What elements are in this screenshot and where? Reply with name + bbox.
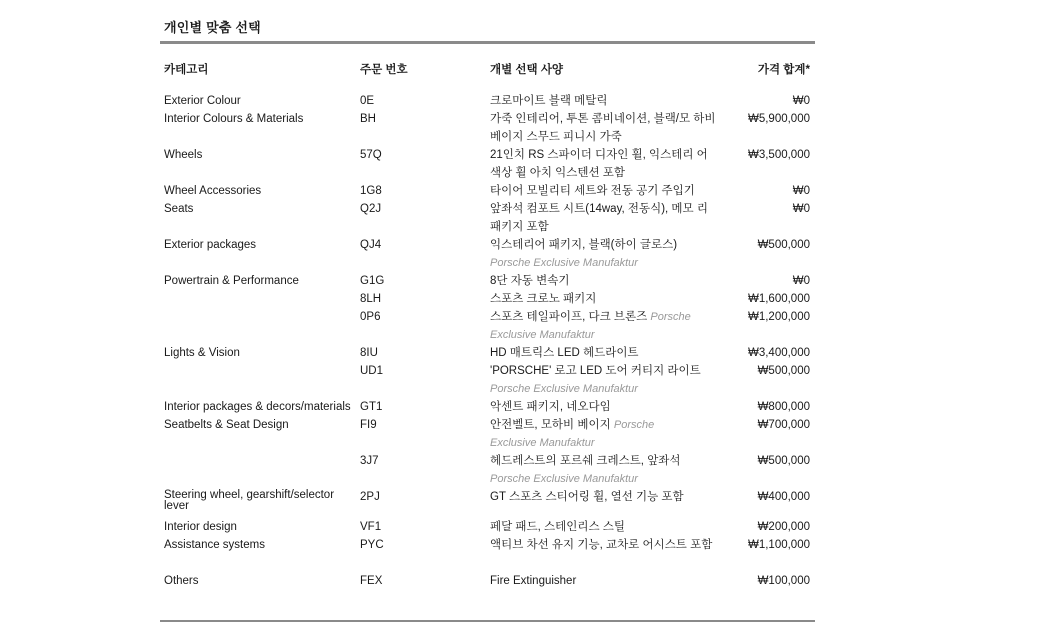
row-description: 가죽 인테리어, 투톤 콤비네이션, 블랙/모 하비 베이지 스무드 피니시 가죽 (490, 113, 716, 143)
manufaktur-note-inline: Porsche (613, 419, 655, 431)
row-code: 8LH (360, 293, 382, 305)
row-code: 2PJ (360, 491, 380, 503)
row-price: ₩0 (792, 275, 810, 287)
row-price: ₩5,900,000 (747, 113, 810, 125)
row-description: 8단 자동 변속기 (490, 275, 570, 287)
row-price: ₩0 (792, 185, 810, 197)
row-description: 타이어 모빌리티 세트와 전동 공기 주입기 (490, 185, 695, 197)
row-category: Exterior packages (164, 239, 257, 251)
row-description-text: 스포츠 테일파이프, 다크 브론즈 (490, 311, 648, 323)
row-code: Q2J (360, 203, 382, 215)
manufaktur-note: Exclusive Manufaktur (490, 329, 595, 341)
row-description-text: 익스테리어 패키지, 블랙(하이 글로스) (490, 239, 678, 251)
row-code: VF1 (360, 521, 382, 533)
row-description-text: 헤드레스트의 포르쉐 크레스트, 앞좌석 (490, 455, 681, 467)
row-description (490, 308, 720, 344)
manufaktur-note: Porsche Exclusive Manufaktur (490, 257, 638, 269)
row-price: ₩1,100,000 (747, 539, 810, 551)
row-category: Assistance systems (164, 539, 265, 551)
row-description: 21인치 RS 스파이더 디자인 휠, 익스테리 어 색상 휠 아치 익스텐션 포함 (490, 149, 708, 179)
row-code: BH (360, 113, 376, 125)
row-description: 악센트 패키지, 네오다임 (490, 401, 611, 413)
row-price: ₩200,000 (757, 521, 810, 533)
row-category: Interior Colours & Materials (164, 113, 304, 125)
row-price: ₩0 (792, 95, 810, 107)
row-code: UD1 (360, 365, 384, 377)
row-description (490, 236, 720, 272)
row-price: ₩1,200,000 (747, 311, 810, 323)
row-price: ₩800,000 (757, 401, 810, 413)
row-category: Wheels (164, 149, 203, 161)
row-category: Lights & Vision (164, 347, 240, 359)
row-price: ₩500,000 (757, 455, 810, 467)
row-description: HD 매트릭스 LED 헤드라이트 (490, 347, 639, 359)
bottom-divider (160, 620, 815, 622)
title-divider (160, 41, 815, 44)
row-price: ₩500,000 (757, 365, 810, 377)
row-description (490, 362, 720, 398)
row-category: Seatbelts & Seat Design (164, 419, 289, 431)
row-code: GT1 (360, 401, 383, 413)
row-price: ₩400,000 (757, 491, 810, 503)
header-code: 주문 번호 (360, 64, 408, 76)
row-description: GT 스포츠 스티어링 휠, 열선 기능 포함 (490, 491, 684, 503)
row-description: 스포츠 크로노 패키지 (490, 293, 597, 305)
row-code: FEX (360, 575, 383, 587)
row-description (490, 416, 720, 452)
row-description: 크로마이트 블랙 메탈릭 (490, 95, 608, 107)
row-description: Fire Extinguisher (490, 575, 577, 587)
row-code: 3J7 (360, 455, 379, 467)
manufaktur-note: Porsche Exclusive Manufaktur (490, 473, 638, 485)
row-description: 페달 패드, 스테인리스 스틸 (490, 521, 625, 533)
row-code: 0E (360, 95, 375, 107)
section-title: 개인별 맞춤 선택 (164, 20, 261, 35)
row-price: ₩3,500,000 (747, 149, 810, 161)
row-price: ₩1,600,000 (747, 293, 810, 305)
row-category: Others (164, 575, 199, 587)
row-price: ₩3,400,000 (747, 347, 810, 359)
header-category: 카테고리 (164, 64, 209, 76)
row-description-text: 안전벨트, 모하비 베이지 (490, 419, 611, 431)
row-code: G1G (360, 275, 385, 287)
row-code: FI9 (360, 419, 377, 431)
row-code: 1G8 (360, 185, 382, 197)
row-price: ₩100,000 (757, 575, 810, 587)
row-category: Steering wheel, gearshift/selector lever (164, 489, 335, 512)
header-description: 개별 선택 사양 (490, 64, 564, 76)
row-code: QJ4 (360, 239, 382, 251)
row-category: Powertrain & Performance (164, 275, 299, 287)
row-price: ₩0 (792, 203, 810, 215)
row-category: Exterior Colour (164, 95, 241, 107)
row-code: 0P6 (360, 311, 381, 323)
row-category: Wheel Accessories (164, 185, 262, 197)
row-category: Interior design (164, 521, 237, 533)
header-price: 가격 합계* (757, 64, 810, 76)
row-description: 액티브 차선 유지 기능, 교차로 어시스트 포함 (490, 539, 713, 551)
row-code: PYC (360, 539, 384, 551)
row-category: Seats (164, 203, 194, 215)
manufaktur-note: Porsche Exclusive Manufaktur (490, 383, 638, 395)
row-code: 8IU (360, 347, 378, 359)
row-price: ₩500,000 (757, 239, 810, 251)
row-price: ₩700,000 (757, 419, 810, 431)
row-description (490, 452, 720, 488)
row-description: 앞좌석 컴포트 시트(14way, 전동식), 메모 리 패키지 포함 (490, 203, 708, 233)
manufaktur-note-inline: Porsche (650, 311, 691, 323)
row-code: 57Q (360, 149, 382, 161)
table-header (0, 61, 1040, 81)
manufaktur-note: Exclusive Manufaktur (490, 437, 595, 449)
row-category: Interior packages & decors/materials (164, 401, 351, 413)
row-description-text: 'PORSCHE' 로고 LED 도어 커티지 라이트 (490, 365, 701, 377)
